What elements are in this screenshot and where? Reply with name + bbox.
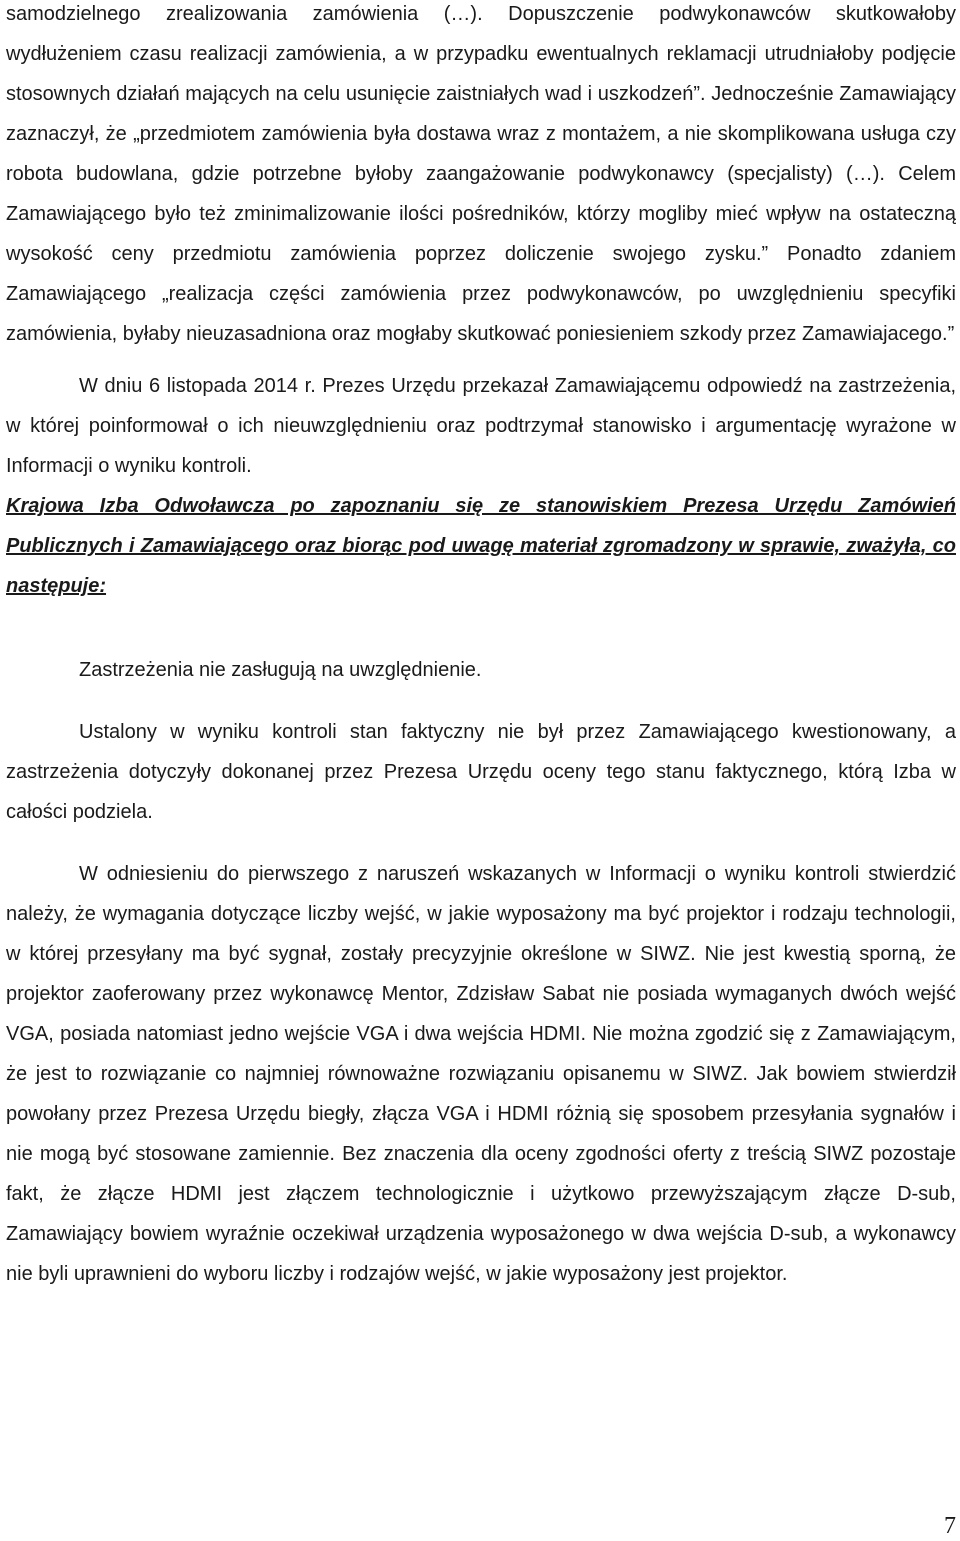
paragraph-factual-state: Ustalony w wyniku kontroli stan faktyczny nie był przez Zamawiającego kwestionowany, a zastrzeżenia dotyczyły dokonanej przez Prezesa Urzędu oceny tego stanu faktycznego, którą Izba w całości podziela. [6,721,956,823]
document-page [6,0,956,1294]
paragraph-objections-rejected: Zastrzeżenia nie zasługują na uwzględnienie. [79,659,482,681]
page-number: 7 [944,1513,956,1539]
paragraph-first-violation: W odniesieniu do pierwszego z naruszeń wskazanych w Informacji o wyniku kontroli stwierdzić należy, że wymagania dotyczące liczby wejść, w jakie wyposażony ma być projektor i rodzaju technologii, w której przesyłany ma być sygnał, zostały precyzyjnie określone w SIWZ. Nie jest kwestią sporną, że projektor zaoferowany przez wykonawcę Mentor, Zdzisław Sabat nie posiada wymaganych dwóch wejść VGA, posiada natomiast jedno wejście VGA i dwa wejścia HDMI. Nie można zgodzić się z Zamawiającym, że jest to rozwiązanie co najmniej równoważne rozwiązaniu opisanemu w SIWZ. Jak bowiem stwierdził powołany przez Prezesa Urzędu biegły, złącza VGA i HDMI różnią się sposobem przesyłania sygnałów i nie mogą być stosowane zamiennie. Bez znaczenia dla oceny zgodności oferty z treścią SIWZ pozostaje fakt, że złącze HDMI jest złączem technologicznie i użytkowo przewyższającym złącze D-sub, Zamawiający bowiem wyraźnie oczekiwał urządzenia wyposażonego w dwa wejścia D-sub, a wykonawcy nie byli uprawnieni do wyboru liczby i rodzajów wejść, w jakie wyposażony jest projektor. [6,863,956,1285]
paragraph-contractor-justification: samodzielnego zrealizowania zamówienia (…). Dopuszczenie podwykonawców skutkowałoby wydłużeniem czasu realizacji zamówienia, a w przypadku ewentualnych reklamacji utrudniałoby podjęcie stosownych działań mających na celu usunięcie zaistniałych wad i uszkodzeń”. Jednocześnie Zamawiający zaznaczył, że „przedmiotem zamówienia była dostawa wraz z montażem, a nie skomplikowana usługa czy robota budowlana, gdzie potrzebne byłoby zaangażowanie podwykonawcy (specjalisty) (…). Celem Zamawiającego było też zminimalizowanie ilości pośredników, którzy mogliby mieć wpływ na ostateczną wysokość ceny przedmiotu zamówienia poprzez doliczenie swojego zysku.” Ponadto zdaniem Zamawiającego „realizacja części zamówienia przez podwykonawców, po uwzględnieniu specyfiki zamówienia, byłaby nieuzasadniona oraz mogłaby skutkować poniesieniem szkody przez Zamawiajacego.” [6,3,956,345]
paragraph-president-response: W dniu 6 listopada 2014 r. Prezes Urzędu przekazał Zamawiającemu odpowiedź na zastrzeżenia, w której poinformował o ich nieuwzględnieniu oraz podtrzymał stanowisko i argumentację wyrażone w Informacji o wyniku kontroli. [6,375,956,477]
section-heading-chamber-findings: Krajowa Izba Odwoławcza po zapoznaniu się ze stanowiskiem Prezesa Urzędu Zamówień Publicznych i Zamawiającego oraz biorąc pod uwagę materiał zgromadzony w sprawie, zważyła, co następuje: [6,495,956,597]
